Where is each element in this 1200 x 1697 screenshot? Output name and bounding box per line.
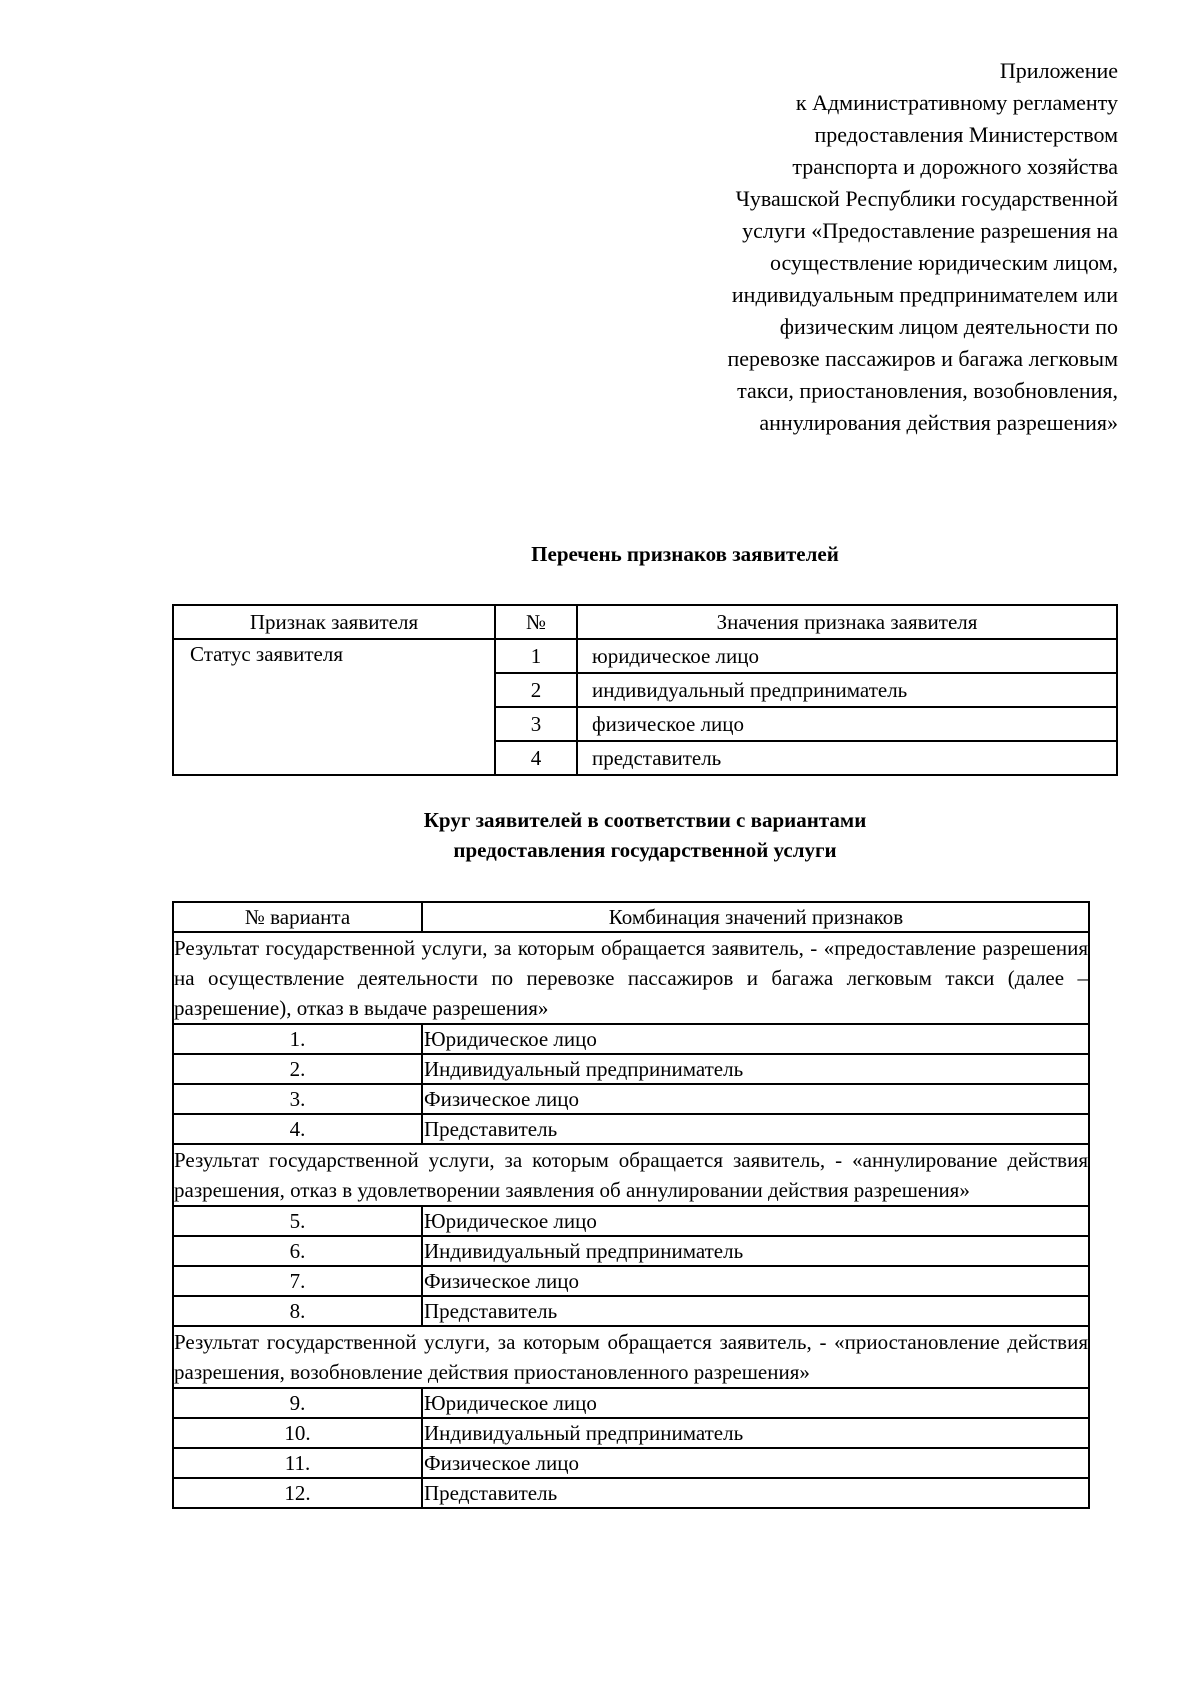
applicant-features-table	[172, 604, 1118, 776]
header-number: №	[495, 605, 577, 639]
row-number: 4	[495, 741, 577, 775]
variant-number: 7.	[173, 1266, 422, 1296]
row-value: физическое лицо	[577, 707, 1117, 741]
table-row	[173, 1084, 1089, 1114]
variant-number: 2.	[173, 1054, 422, 1084]
variant-number: 10.	[173, 1418, 422, 1448]
appendix-line: физическим лицом деятельности по	[779, 314, 1118, 339]
appendix-line: аннулирования действия разрешения»	[759, 410, 1118, 435]
variant-number: 12.	[173, 1478, 422, 1508]
appendix-line: осуществление юридическим лицом,	[769, 250, 1118, 275]
table-row	[173, 1418, 1089, 1448]
row-value: индивидуальный предприниматель	[577, 673, 1117, 707]
variant-value: Представитель	[422, 1296, 1089, 1326]
variant-number: 9.	[173, 1388, 422, 1418]
section1-title: Перечень признаков заявителей	[531, 542, 839, 566]
header-variant: № варианта	[173, 902, 422, 932]
result-row	[173, 1144, 1089, 1206]
variant-number: 5.	[173, 1206, 422, 1236]
appendix-line: индивидуальным предпринимателем или	[731, 282, 1118, 307]
appendix-line: транспорта и дорожного хозяйства	[792, 154, 1118, 179]
variant-value: Физическое лицо	[422, 1448, 1089, 1478]
section2-title-line: предоставления государственной услуги	[453, 838, 837, 862]
variant-value: Юридическое лицо	[422, 1388, 1089, 1418]
variant-value: Индивидуальный предприниматель	[422, 1054, 1089, 1084]
table-row	[173, 1114, 1089, 1144]
variant-value: Представитель	[422, 1114, 1089, 1144]
result-text: Результат государственной услуги, за которым обращается заявитель, - «приостановление действия разрешения, возобновление действия приостановленного разрешения»	[173, 1326, 1089, 1388]
applicant-variants-table	[172, 901, 1090, 1509]
variant-number: 4.	[173, 1114, 422, 1144]
row-number: 3	[495, 707, 577, 741]
table-row	[173, 1024, 1089, 1054]
appendix-line: к Административному регламенту	[795, 90, 1118, 115]
appendix-line: перевозке пассажиров и багажа легковым	[727, 346, 1118, 371]
variant-number: 8.	[173, 1296, 422, 1326]
row-number: 1	[495, 639, 577, 673]
feature-status-cell: Статус заявителя	[173, 639, 495, 775]
variant-value: Физическое лицо	[422, 1266, 1089, 1296]
table-row	[173, 639, 1117, 673]
table-row	[173, 1388, 1089, 1418]
variant-value: Физическое лицо	[422, 1084, 1089, 1114]
appendix-line: такси, приостановления, возобновления,	[737, 378, 1118, 403]
table-header-row	[173, 902, 1089, 932]
row-value: юридическое лицо	[577, 639, 1117, 673]
section2-title	[0, 805, 1200, 865]
row-value: представитель	[577, 741, 1117, 775]
variant-value: Юридическое лицо	[422, 1024, 1089, 1054]
appendix-line: Приложение	[999, 58, 1118, 83]
table-row	[173, 1448, 1089, 1478]
header-values: Значения признака заявителя	[577, 605, 1117, 639]
variant-number: 6.	[173, 1236, 422, 1266]
table-header-row	[173, 605, 1117, 639]
result-row	[173, 932, 1089, 1024]
section2-title-line: Круг заявителей в соответствии с вариантами	[423, 808, 867, 832]
result-text: Результат государственной услуги, за которым обращается заявитель, - «аннулирование действия разрешения, отказ в удовлетворении заявления об аннулировании действия разрешения»	[173, 1144, 1089, 1206]
variant-number: 3.	[173, 1084, 422, 1114]
appendix-line: услуги «Предоставление разрешения на	[742, 218, 1118, 243]
table-row	[173, 1206, 1089, 1236]
table-row	[173, 1054, 1089, 1084]
result-row	[173, 1326, 1089, 1388]
variant-number: 11.	[173, 1448, 422, 1478]
variant-number: 1.	[173, 1024, 422, 1054]
table-row	[173, 1266, 1089, 1296]
table-row	[173, 1236, 1089, 1266]
variant-value: Индивидуальный предприниматель	[422, 1236, 1089, 1266]
appendix-header	[598, 55, 1118, 439]
table-row	[173, 1478, 1089, 1508]
result-text: Результат государственной услуги, за которым обращается заявитель, - «предоставление разрешения на осуществление деятельности по перевозке пассажиров и багажа легковым такси (далее – разрешение), отказ в выдаче разрешения»	[173, 932, 1089, 1024]
appendix-line: предоставления Министерством	[814, 122, 1118, 147]
variant-value: Представитель	[422, 1478, 1089, 1508]
variant-value: Индивидуальный предприниматель	[422, 1418, 1089, 1448]
row-number: 2	[495, 673, 577, 707]
header-feature: Признак заявителя	[173, 605, 495, 639]
table-row	[173, 1296, 1089, 1326]
appendix-line: Чувашской Республики государственной	[735, 186, 1118, 211]
variant-value: Юридическое лицо	[422, 1206, 1089, 1236]
header-combination: Комбинация значений признаков	[422, 902, 1089, 932]
